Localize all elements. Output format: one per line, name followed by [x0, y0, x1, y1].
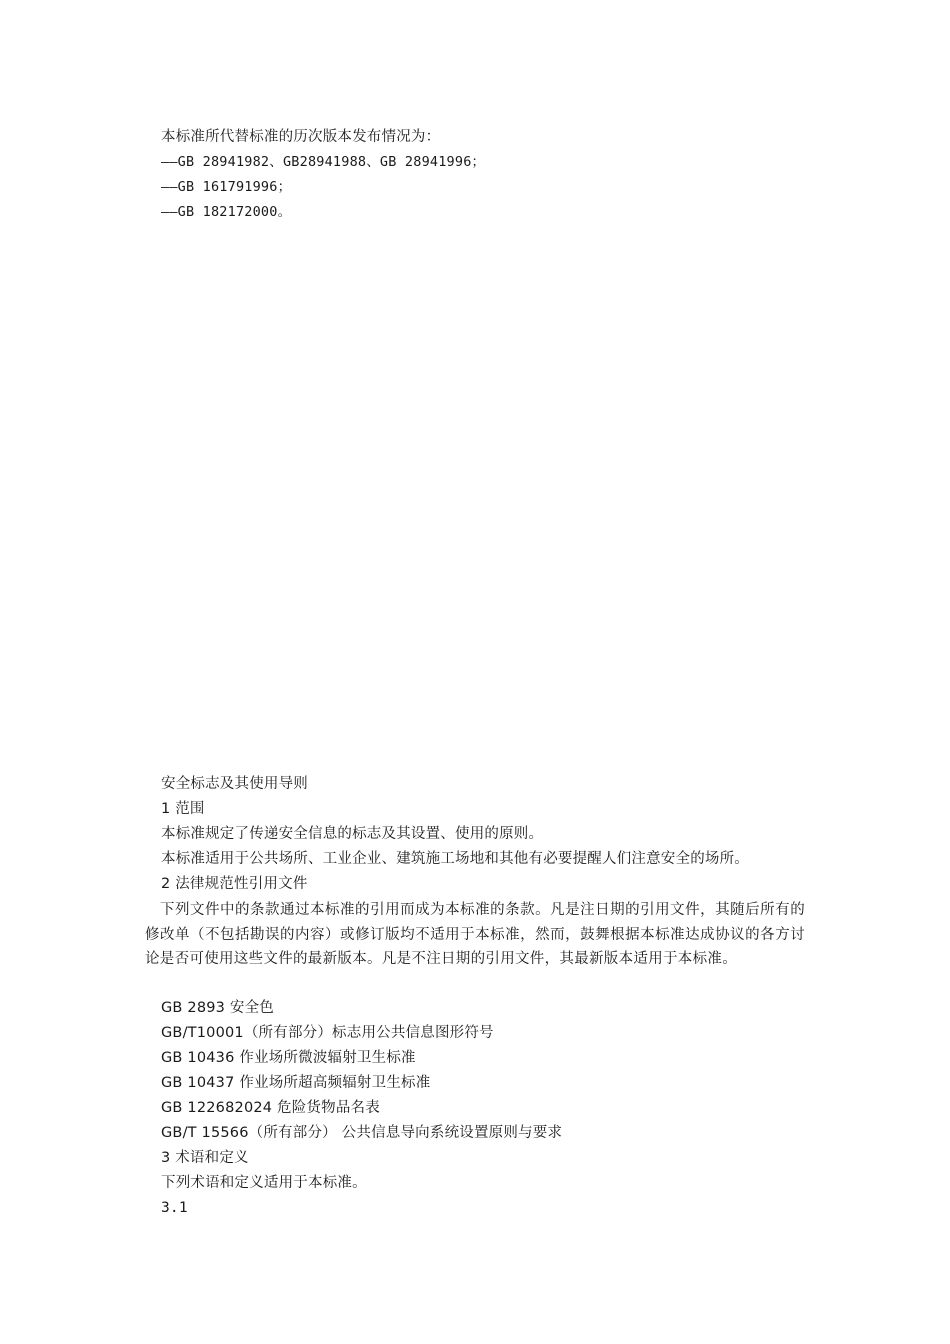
references-paragraph: 下列文件中的条款通过本标准的引用而成为本标准的条款。凡是注日期的引用文件，其随后所有的修改单（不包括勘误的内容）或修订版均不适用于本标准，然而，鼓舞根据本标准达成协议的各方讨论是否可使用这些文件的最新版本。凡是不注日期的引用文件，其最新版本适用于本标准。	[145, 902, 805, 967]
reference-item: GB 2893 安全色	[161, 1000, 275, 1016]
scope-paragraph: 本标准适用于公共场所、工业企业、建筑施工场地和其他有必要提醒人们注意安全的场所。	[161, 851, 749, 867]
reference-item: GB/T10001（所有部分）标志用公共信息图形符号	[161, 1025, 494, 1041]
term-number: 3.1	[161, 1200, 188, 1216]
section-heading-references: 2 法律规范性引用文件	[161, 876, 308, 892]
reference-item: GB 122682024 危险货物品名表	[161, 1100, 380, 1116]
history-line: ——GB 182172000。	[161, 204, 292, 220]
section-heading-scope: 1 范围	[161, 801, 205, 817]
reference-item: GB 10436 作业场所微波辐射卫生标准	[161, 1050, 416, 1066]
reference-item: GB 10437 作业场所超高频辐射卫生标准	[161, 1075, 431, 1091]
scope-paragraph: 本标准规定了传递安全信息的标志及其设置、使用的原则。	[161, 826, 544, 842]
history-line: ——GB 161791996；	[161, 179, 292, 195]
terms-paragraph: 下列术语和定义适用于本标准。	[161, 1175, 367, 1191]
document-title: 安全标志及其使用导则	[161, 776, 308, 792]
history-line: ——GB 28941982、GB28941988、GB 28941996；	[161, 154, 486, 170]
section-heading-terms: 3 术语和定义	[161, 1150, 249, 1166]
reference-item: GB/T 15566（所有部分） 公共信息导向系统设置原则与要求	[161, 1125, 563, 1141]
history-intro: 本标准所代替标准的历次版本发布情况为：	[161, 129, 441, 145]
